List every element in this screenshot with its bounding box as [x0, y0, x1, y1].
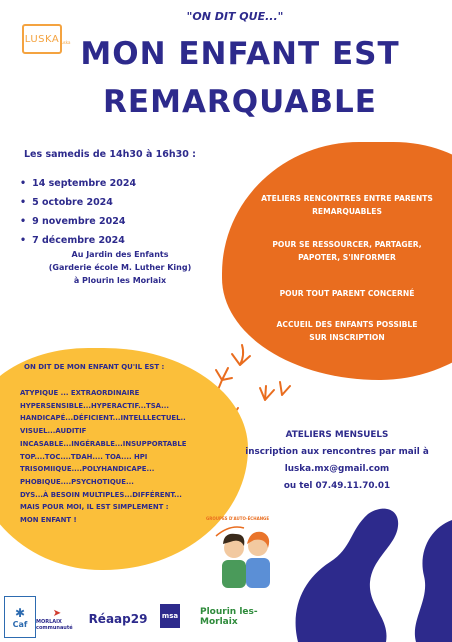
footer-logos: [0, 590, 452, 642]
caf-label: Caf: [12, 619, 28, 629]
ondit-line: INCASABLE...INGÉRABLE...INSUPPORTABLE: [20, 439, 187, 448]
morlaix-logo: [36, 604, 78, 634]
sprig-tip: [260, 386, 274, 400]
msa-label: msa: [161, 612, 179, 620]
date-item: • 9 novembre 2024: [20, 216, 136, 235]
ateliers-block: [232, 428, 442, 493]
plourin-logo: [200, 604, 264, 630]
title-line-2: REMARQUABLE: [103, 84, 377, 120]
tagline: "ON DIT QUE...": [186, 10, 284, 23]
ondit-line: HANDICAPÉ...DÉFICIENT...INTELLLECTUEL..: [20, 414, 186, 423]
ondit-line: TRISOMIIQUE....POLYHANDICAPE...: [20, 465, 155, 474]
ateliers-title: ATELIERS MENSUELS: [285, 430, 389, 440]
ondit-list: [20, 387, 186, 527]
orange-item-ressourcer: [238, 238, 452, 264]
parents-illustration: [210, 522, 280, 590]
orange-item-ateliers: [238, 192, 452, 218]
reaap-logo: [80, 608, 156, 630]
plourin-label: Plourin les-Morlaix: [200, 607, 258, 627]
orange-line: PAPOTER, S'INFORMER: [298, 253, 396, 262]
sprig-tip: [216, 368, 232, 380]
ondit-line: MAIS POUR MOI, IL EST SIMPLEMENT :: [20, 503, 169, 512]
venue-block: [20, 248, 220, 287]
morlaix-icon: ➤: [52, 607, 62, 619]
body-right: [246, 558, 270, 588]
ondit-line: PHOBIQUE....PSYCHOTIQUE...: [20, 477, 134, 486]
ateliers-email[interactable]: luska.mx@gmail.com: [284, 464, 390, 474]
ateliers-inscription: inscription aux rencontres par mail à: [245, 447, 429, 457]
date-item: • 7 décembre 2024: [20, 235, 136, 254]
ondit-line: MON ENFANT !: [20, 516, 77, 525]
caf-logo: [4, 596, 36, 638]
caf-icon: ✱: [14, 605, 26, 620]
venue-line: (Garderie école M. Luther King): [48, 263, 192, 272]
venue-line: Au Jardin des Enfants: [71, 250, 169, 259]
ondit-line: VISUEL...AUDITIF: [20, 427, 87, 436]
ateliers-phone: ou tel 07.49.11.70.01: [283, 481, 391, 491]
orange-line: REMARQUABLES: [312, 207, 382, 216]
body-left: [222, 560, 246, 588]
venue-line: à Plourin les Morlaix: [73, 276, 167, 285]
ondit-line: HYPERSENSIBLE...HYPERACTIF...TSA...: [20, 401, 169, 410]
date-item: • 5 octobre 2024: [20, 197, 136, 216]
logo-subtext: luska: [60, 40, 71, 45]
sprig-tip: [280, 382, 290, 395]
title-line-1: MON ENFANT EST: [80, 36, 400, 72]
illustration-caption: GROUPES D'AUTO-ÉCHANGE: [206, 516, 270, 521]
msa-logo: [160, 604, 180, 628]
orange-line: SUR INSCRIPTION: [309, 333, 385, 342]
morlaix-label: MORLAIX communauté: [36, 618, 73, 631]
schedule-heading: Les samedis de 14h30 à 16h30 :: [24, 149, 196, 160]
logo-text: LUSKA: [24, 33, 60, 45]
ondit-title: ON DIT DE MON ENFANT QU'IL EST :: [24, 363, 165, 371]
sprig-tip: [232, 345, 250, 365]
reaap-label: Réaap29: [88, 612, 148, 626]
orange-line: ATELIERS RENCONTRES ENTRE PARENTS: [261, 194, 433, 203]
ondit-line: TOP....TOC....TDAH.... TOA.... HPI: [20, 452, 148, 461]
orange-line: POUR TOUT PARENT CONCERNÉ: [279, 289, 415, 298]
date-list: [20, 178, 136, 254]
ondit-line: DYS...À BESOIN MULTIPLES...DIFFÉRENT...: [20, 490, 182, 499]
date-item: • 14 septembre 2024: [20, 178, 136, 197]
ondit-line: ATYPIQUE ... EXTRAORDINAIRE: [20, 389, 140, 397]
orange-line: POUR SE RESSOURCER, PARTAGER,: [272, 240, 422, 249]
orange-line: ACCUEIL DES ENFANTS POSSIBLE: [276, 320, 418, 329]
orange-item-parent: [238, 287, 452, 300]
